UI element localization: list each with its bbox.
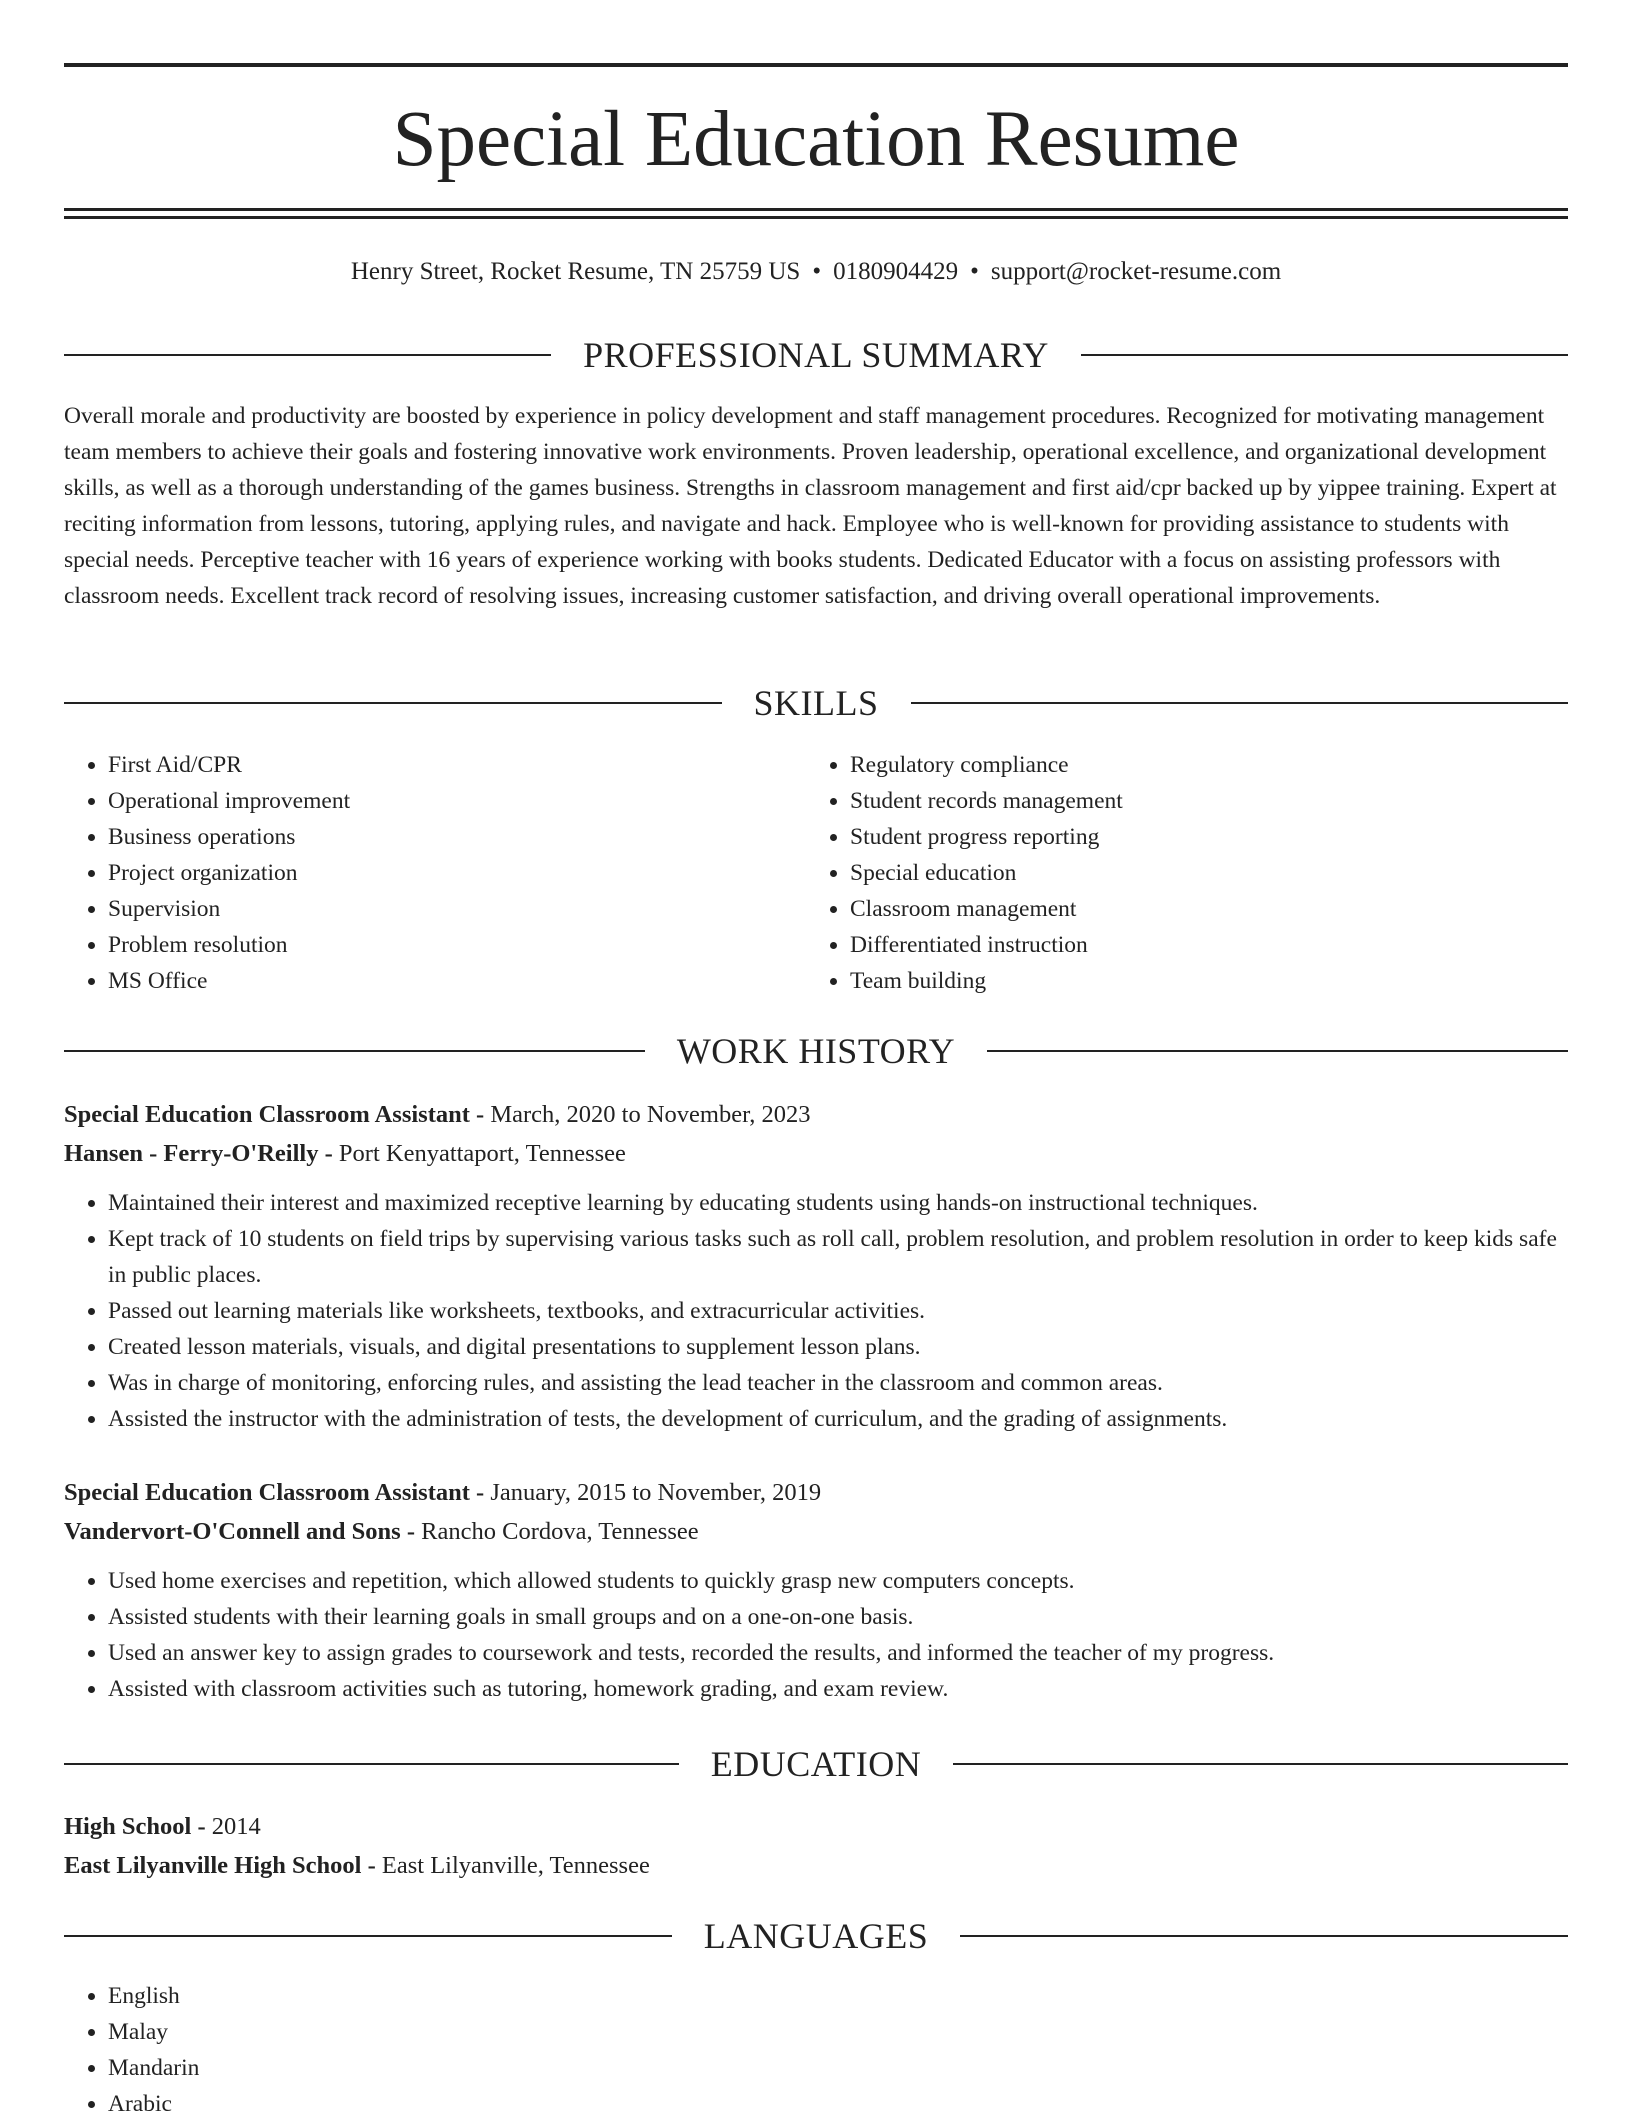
dash-separator: - [361, 1852, 382, 1879]
job-duty-item: • Used home exercises and repetition, which allowed students to quickly grasp new computers concepts. [108, 1563, 1568, 1599]
job-entry [64, 1473, 1568, 1707]
job-duty-item: • Assisted the instructor with the administration of tests, the development of curriculum, and the grading of assignments. [108, 1401, 1568, 1437]
skills-heading [64, 681, 1568, 725]
skill-item: • Special education [850, 855, 1548, 891]
work-heading [64, 1029, 1568, 1073]
summary-text: Overall morale and productivity are boosted by experience in policy development and staff management procedures. Recognized for motivating management team members to achieve their goals and fostering innovative work environments. Proven leadership, operational excellence, and organizational development skills, as well as a thorough understanding of the games business. Strengths in classroom management and first aid/cpr backed up by yippee training. Expert at reciting information from lessons, tutoring, applying rules, and navigate and hack. Employee who is well-known for providing assistance to students with special needs. Perceptive teacher with 16 years of experience working with books students. Dedicated Educator with a focus on assisting professors with classroom needs. Excellent track record of resolving issues, increasing customer satisfaction, and driving overall operational improvements. [64, 403, 1557, 609]
education-degree: High School [64, 1813, 192, 1840]
job-title: Special Education Classroom Assistant [64, 1479, 470, 1506]
job-dates: January, 2015 to November, 2019 [490, 1479, 822, 1506]
contact-separator: • [812, 258, 822, 285]
education-school-line [64, 1846, 1568, 1885]
job-entry [64, 1095, 1568, 1437]
contact-address: Henry Street, Rocket Resume, TN 25759 US [350, 258, 801, 285]
skill-item: • Team building [850, 963, 1548, 999]
dash-separator: - [469, 1479, 491, 1506]
job-employer: Hansen - Ferry-O'Reilly [64, 1140, 319, 1167]
education-year: 2014 [211, 1813, 261, 1840]
skill-item: • First Aid/CPR [108, 747, 806, 783]
job-employer-line [64, 1512, 1568, 1551]
skills-column-left [64, 747, 806, 999]
job-duty-item: • Assisted students with their learning goals in small groups and on a one-on-one basis. [108, 1599, 1568, 1635]
job-duty-item: • Used an answer key to assign grades to coursework and tests, recorded the results, and informed the teacher of my progress. [108, 1635, 1568, 1671]
heading-rule-left [64, 1050, 645, 1052]
heading-rule-right [960, 1935, 1568, 1937]
job-duty-item: • Passed out learning materials like worksheets, textbooks, and extracurricular activities. [108, 1293, 1568, 1329]
skills-list [64, 747, 1568, 999]
job-employer-line [64, 1134, 1568, 1173]
skill-item: • Business operations [108, 819, 806, 855]
skill-item: • Operational improvement [108, 783, 806, 819]
job-duty-item: • Assisted with classroom activities such as tutoring, homework grading, and exam review. [108, 1671, 1568, 1707]
skill-item: • Student progress reporting [850, 819, 1548, 855]
job-duty-item: • Created lesson materials, visuals, and digital presentations to supplement lesson plans. [108, 1329, 1568, 1365]
job-duties [64, 1563, 1568, 1707]
languages-heading [64, 1914, 1568, 1958]
job-title-line [64, 1473, 1568, 1512]
job-duty-item: • Was in charge of monitoring, enforcing rules, and assisting the lead teacher in the classroom and common areas. [108, 1365, 1568, 1401]
skill-item: • Differentiated instruction [850, 927, 1548, 963]
education-entry [64, 1807, 1568, 1885]
dash-separator: - [469, 1101, 491, 1128]
top-rule [64, 63, 1568, 67]
contact-line [64, 252, 1568, 292]
skill-item: • Supervision [108, 891, 806, 927]
heading-rule-right [1081, 354, 1568, 356]
contact-separator: • [970, 258, 979, 285]
job-title-line [64, 1095, 1568, 1134]
work-heading-label: WORK HISTORY [676, 1031, 956, 1071]
skills-column-right [806, 747, 1548, 999]
language-item: • Arabic [108, 2086, 1568, 2122]
heading-rule-right [987, 1050, 1568, 1052]
education-degree-line [64, 1807, 1568, 1846]
summary-heading [64, 333, 1568, 377]
education-location: East Lilyanville, Tennessee [381, 1852, 650, 1879]
skill-item: • Regulatory compliance [850, 747, 1548, 783]
heading-rule-right [911, 702, 1569, 704]
language-item: • English [108, 1978, 1568, 2014]
dash-separator: - [191, 1813, 212, 1840]
skill-item: • Student records management [850, 783, 1548, 819]
languages-list [64, 1978, 1568, 2122]
education-school: East Lilyanville High School [64, 1852, 362, 1879]
title-rule-lower [64, 216, 1568, 219]
heading-rule-right [953, 1763, 1568, 1765]
job-location: Rancho Cordova, Tennessee [421, 1518, 699, 1545]
summary-heading-label: PROFESSIONAL SUMMARY [583, 335, 1049, 375]
heading-rule-left [64, 354, 551, 356]
languages-heading-label: LANGUAGES [703, 1916, 929, 1956]
education-heading-label: EDUCATION [710, 1744, 922, 1784]
job-duties [64, 1185, 1568, 1437]
heading-rule-left [64, 1763, 679, 1765]
language-item: • Malay [108, 2014, 1568, 2050]
education-heading [64, 1742, 1568, 1786]
language-item: • Mandarin [108, 2050, 1568, 2086]
heading-rule-left [64, 702, 722, 704]
skill-item: • Project organization [108, 855, 806, 891]
dash-separator: - [318, 1140, 339, 1167]
job-duty-item: • Maintained their interest and maximized receptive learning by educating students using hands-on instructional techniques. [108, 1185, 1568, 1221]
job-duty-item: • Kept track of 10 students on field trips by supervising various tasks such as roll call, problem resolution, and problem resolution in order to keep kids safe in public places. [108, 1221, 1568, 1293]
title-rule-upper [64, 208, 1568, 211]
contact-phone: 0180904429 [833, 258, 959, 285]
skill-item: • Problem resolution [108, 927, 806, 963]
job-title: Special Education Classroom Assistant [64, 1101, 470, 1128]
skill-item: • MS Office [108, 963, 806, 999]
skills-heading-label: SKILLS [753, 683, 879, 723]
resume-title: Special Education Resume [392, 96, 1240, 183]
job-location: Port Kenyattaport, Tennessee [338, 1140, 626, 1167]
dash-separator: - [400, 1518, 422, 1545]
job-employer: Vandervort-O'Connell and Sons [64, 1518, 401, 1545]
job-dates: March, 2020 to November, 2023 [490, 1101, 811, 1128]
heading-rule-left [64, 1935, 672, 1937]
skill-item: • Classroom management [850, 891, 1548, 927]
contact-email: support@rocket-resume.com [990, 258, 1282, 285]
